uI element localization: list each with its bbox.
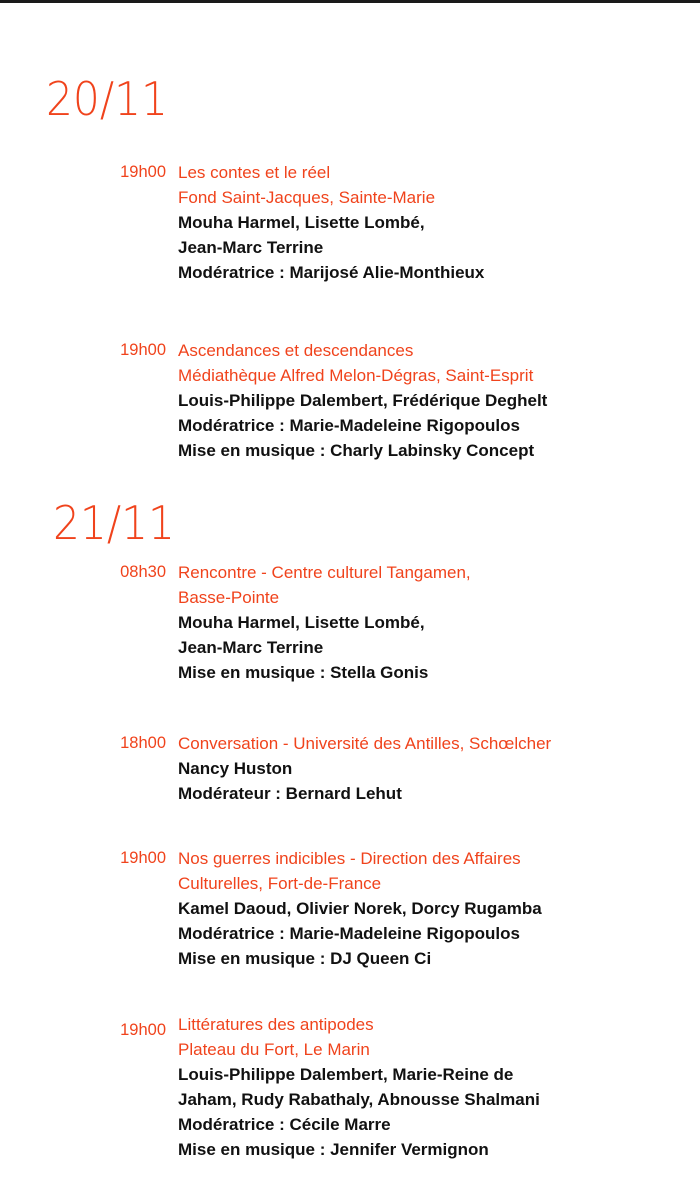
event-time: 19h00 xyxy=(120,1021,166,1039)
event-participants: Jaham, Rudy Rabathaly, Abnousse Shalmani xyxy=(178,1090,540,1109)
event-title: Les contes et le réel xyxy=(178,163,331,182)
event-location: Culturelles, Fort-de-France xyxy=(178,874,382,893)
event-title: Rencontre - Centre culturel Tangamen, xyxy=(178,563,471,582)
event-body xyxy=(178,1012,694,1162)
event-time: 19h00 xyxy=(120,163,166,181)
event-location: Basse-Pointe xyxy=(178,588,280,607)
event-music: Mise en musique : Charly Labinsky Concept xyxy=(178,441,535,460)
event-participants: Mouha Harmel, Lisette Lombé, xyxy=(178,213,425,232)
top-border xyxy=(0,0,700,3)
event-body xyxy=(178,560,694,685)
event-participants: Jean-Marc Terrine xyxy=(178,638,324,657)
event-moderator: Modératrice : Marie-Madeleine Rigopoulos xyxy=(178,416,520,435)
event-title: Littératures des antipodes xyxy=(178,1015,374,1034)
event-time: 19h00 xyxy=(120,849,166,867)
date-heading-21-11: 21/11 xyxy=(53,496,175,550)
event-participants: Kamel Daoud, Olivier Norek, Dorcy Rugamba xyxy=(178,899,542,918)
event-body xyxy=(178,731,694,806)
event-time: 18h00 xyxy=(120,734,166,752)
event-moderator: Modératrice : Marijosé Alie-Monthieux xyxy=(178,263,485,282)
event-music: Mise en musique : Jennifer Vermignon xyxy=(178,1140,489,1159)
event-body xyxy=(178,160,694,285)
event-participants: Louis-Philippe Dalembert, Frédérique Deghelt xyxy=(178,391,548,410)
date-heading-20-11: 20/11 xyxy=(46,72,168,126)
event-participants: Mouha Harmel, Lisette Lombé, xyxy=(178,613,425,632)
event-title: Ascendances et descendances xyxy=(178,341,414,360)
event-music: Mise en musique : Stella Gonis xyxy=(178,663,429,682)
event-moderator: Modérateur : Bernard Lehut xyxy=(178,784,402,803)
event-location: Plateau du Fort, Le Marin xyxy=(178,1040,370,1059)
event-body xyxy=(178,338,694,463)
event-moderator: Modératrice : Cécile Marre xyxy=(178,1115,391,1134)
event-title: Nos guerres indicibles - Direction des Affaires xyxy=(178,849,521,868)
event-participants: Louis-Philippe Dalembert, Marie-Reine de xyxy=(178,1065,514,1084)
event-time: 19h00 xyxy=(120,341,166,359)
event-location: Médiathèque Alfred Melon-Dégras, Saint-Esprit xyxy=(178,366,534,385)
event-music: Mise en musique : DJ Queen Ci xyxy=(178,949,432,968)
event-time: 08h30 xyxy=(120,563,166,581)
event-participants: Nancy Huston xyxy=(178,759,293,778)
event-location: Fond Saint-Jacques, Sainte-Marie xyxy=(178,188,436,207)
event-moderator: Modératrice : Marie-Madeleine Rigopoulos xyxy=(178,924,520,943)
event-title: Conversation - Université des Antilles, Schœlcher xyxy=(178,734,552,753)
event-participants: Jean-Marc Terrine xyxy=(178,238,324,257)
event-body xyxy=(178,846,694,971)
